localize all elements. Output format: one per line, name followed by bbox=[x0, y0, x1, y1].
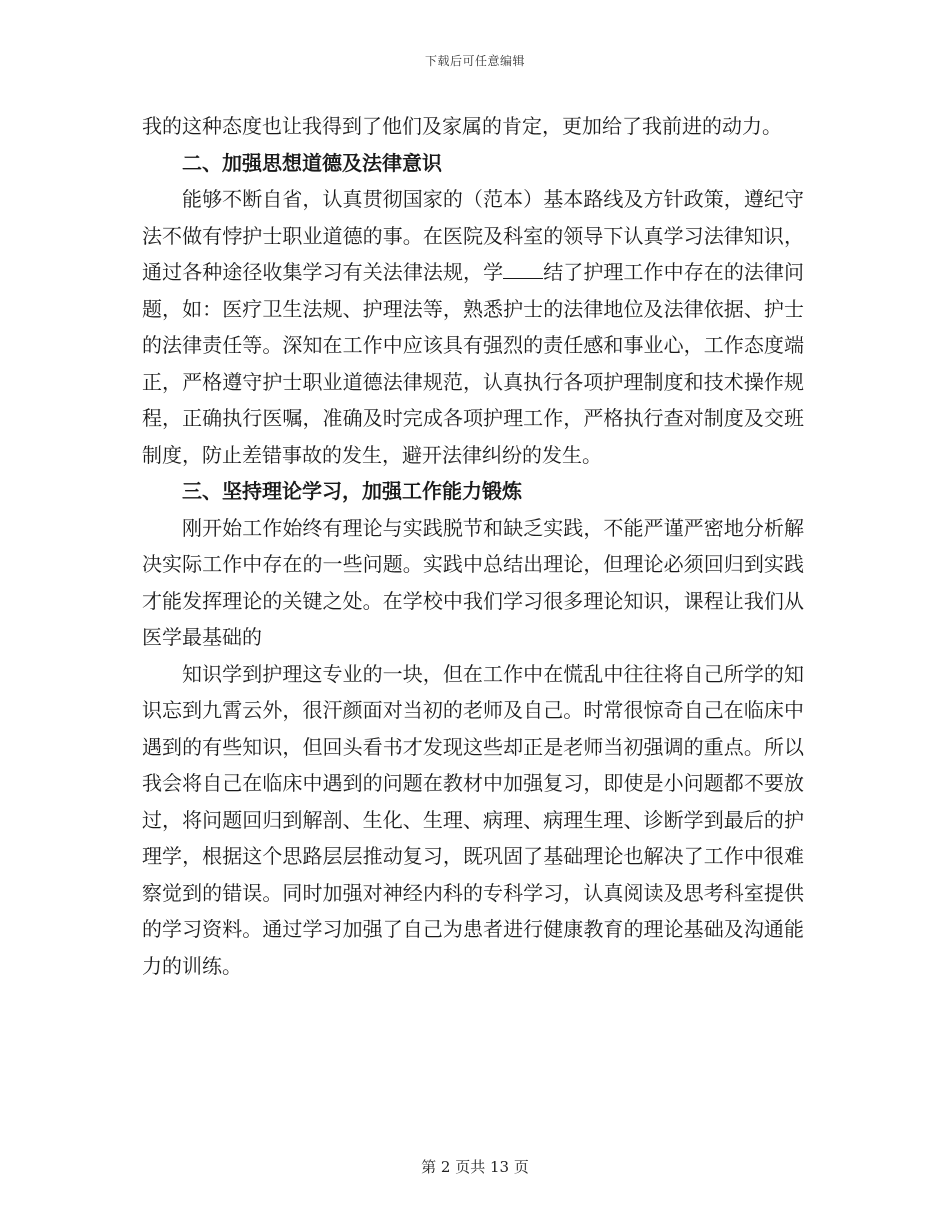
paragraph-theory-study: 刚开始工作始终有理论与实践脱节和缺乏实践，不能严谨严密地分析解决实际工作中存在的一些问题。实践中总结出理论，但理论必须回归到实践才能发挥理论的关键之处。在学校中我们学习很多理论知识，课程让我们从医学最基础的 bbox=[142, 515, 804, 649]
paragraph-legal-awareness bbox=[142, 181, 804, 473]
page-footer: 第 2 页共 13 页 bbox=[421, 1158, 529, 1176]
section-heading-2: 二、加强思想道德及法律意识 bbox=[182, 150, 442, 175]
page-header: 下载后可任意编辑 bbox=[424, 54, 525, 68]
section-heading-3: 三、坚持理论学习，加强工作能力锻炼 bbox=[182, 479, 522, 503]
paragraph-text-part-1: 能够不断自省，认真贯彻国家的（范本）基本路线及方针政策，遵纪守法不做有悖护士职业道德的事。在医院及科室的领导下认真学习法律知识，通过各种途径收集学习有关法律法规，学 bbox=[142, 187, 804, 284]
paragraph-continuation: 我的这种态度也让我得到了他们及家属的肯定，更加给了我前进的动力。 bbox=[142, 114, 782, 138]
fill-in-blank bbox=[503, 256, 543, 279]
paragraph-knowledge-review: 知识学到护理这专业的一块，但在工作中在慌乱中往往将自己所学的知识忘到九霄云外，很汗颜面对当初的老师及自己。时常很惊奇自己在临床中遇到的有些知识，但回头看书才发现这些却正是老师当初强调的重点。所以我会将自己在临床中遇到的问题在教材中加强复习，即使是小问题都不要放过，将问题回归到解剖、生化、生理、病理、病理生理、诊断学到最后的护理学，根据这个思路层层推动复习，既巩固了基础理论也解决了工作中很难察觉到的错误。同时加强对神经内科的专科学习，认真阅读及思考科室提供的学习资料。通过学习加强了自己为患者进行健康教育的理论基础及沟通能力的训练。 bbox=[142, 661, 804, 978]
document-body bbox=[142, 108, 804, 984]
paragraph-text-part-2: 结了护理工作中存在的法律问题，如：医疗卫生法规、护理法等，熟悉护士的法律地位及法律依据、护士的法律责任等。深知在工作中应该具有强烈的责任感和事业心，工作态度端正，严格遵守护士职业道德法律规范，认真执行各项护理制度和技术操作规程，正确执行医嘱，准确及时完成各项护理工作，严格执行查对制度及交班制度，防止差错事故的发生，避开法律纠纷的发生。 bbox=[142, 260, 805, 467]
